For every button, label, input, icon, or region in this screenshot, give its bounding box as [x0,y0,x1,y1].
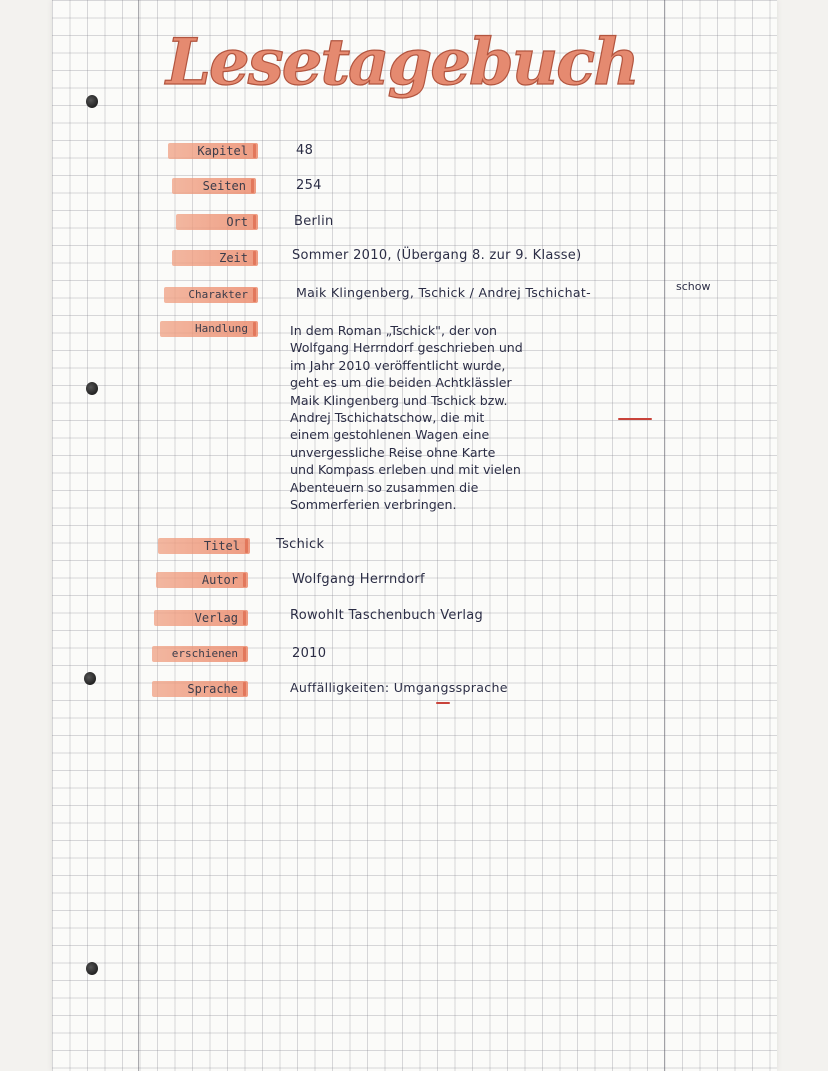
punch-hole [86,382,98,395]
punch-hole [86,95,98,108]
punch-hole [86,962,98,975]
handlung-line: Andrej Tschichatschow, die mit [290,410,485,426]
label-zeit: Zeit [172,250,258,266]
handlung-line: geht es um die beiden Achtklässler [290,375,512,391]
label-verlag: Verlag [154,610,248,626]
handlung-line: und Kompass erleben und mit vielen [290,462,521,478]
title-text: Lesetagebuch [166,25,638,100]
value-erschienen: 2010 [292,646,327,661]
label-sprache: Sprache [152,681,248,697]
value-autor: Wolfgang Herrndorf [292,572,425,587]
value-charakter-cont: schow [676,280,711,293]
punch-hole [84,672,96,685]
handlung-line: im Jahr 2010 veröffentlicht wurde, [290,357,506,373]
label-erschienen: erschienen [152,646,248,662]
grid-paper [52,0,777,1071]
handlung-line: Abenteuern so zusammen die [290,479,479,495]
label-ort: Ort [176,214,258,230]
margin-line-right [664,0,665,1071]
correction-mark [436,702,450,704]
correction-mark [618,418,652,420]
label-seiten: Seiten [172,178,256,194]
value-kapitel: 48 [296,143,314,158]
handlung-line: Maik Klingenberg und Tschick bzw. [290,392,508,408]
value-sprache: Auffälligkeiten: Umgangssprache [290,680,508,695]
handlung-text [290,322,670,513]
handlung-line: einem gestohlenen Wagen eine [290,427,490,443]
value-ort: Berlin [294,214,334,229]
margin-line-left [138,0,139,1071]
value-charakter: Maik Klingenberg, Tschick / Andrej Tschichat- [296,285,591,300]
value-titel: Tschick [276,537,325,552]
value-zeit: Sommer 2010, (Übergang 8. zur 9. Klasse) [292,248,582,263]
label-titel: Titel [158,538,250,554]
label-handlung: Handlung [160,321,258,337]
handlung-line: unvergessliche Reise ohne Karte [290,444,496,460]
value-verlag: Rowohlt Taschenbuch Verlag [290,608,484,623]
label-autor: Autor [156,572,248,588]
handlung-line: Wolfgang Herrndorf geschrieben und [290,340,523,356]
handlung-line: In dem Roman „Tschick", der von [290,323,498,338]
handlung-line: Sommerferien verbringen. [290,497,457,513]
value-seiten: 254 [296,178,322,193]
label-charakter: Charakter [164,287,258,303]
label-kapitel: Kapitel [168,143,258,159]
page-title [160,12,670,122]
